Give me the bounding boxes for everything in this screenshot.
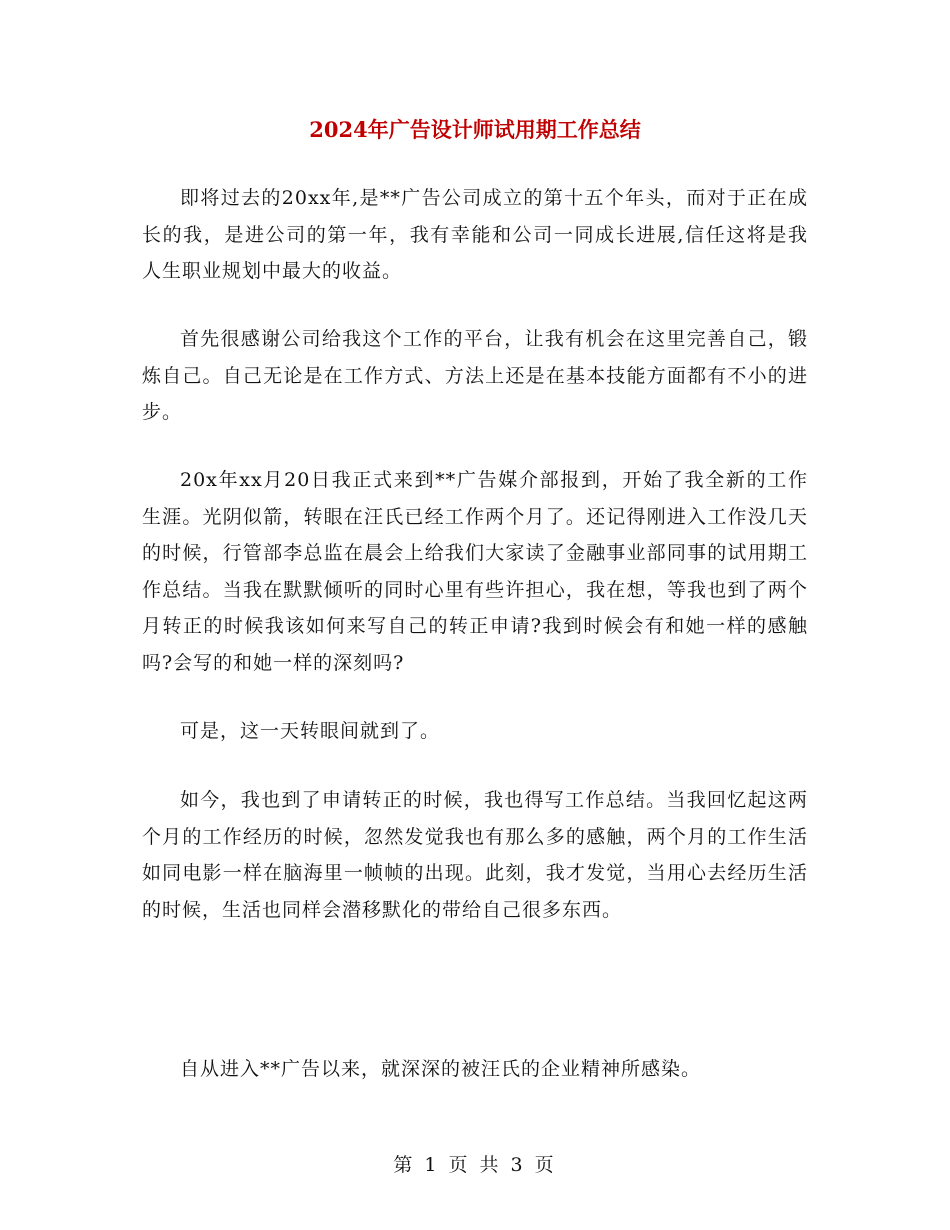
paragraph-3: 20x年xx月20日我正式来到**广告媒介部报到，开始了我全新的工作生涯。光阴似箭，转眼在汪氏已经工作两个月了。还记得刚进入工作没几天的时候，行管部李总监在晨会上给我们大家读了金融事业部同事的试用期工作总结。当我在默默倾听的同时心里有些许担心，我在想，等我也到了两个月转正的时候我该如何来写自己的转正申请?我到时候会有和她一样的感触吗?会写的和她一样的深刻吗? <box>142 469 808 674</box>
page-number-footer: 第 1 页 共 3 页 <box>393 1154 557 1176</box>
paragraph-4: 可是，这一天转眼间就到了。 <box>180 720 441 742</box>
paragraph-1: 即将过去的20xx年,是**广告公司成立的第十五个年头，而对于正在成长的我，是进公司的第一年，我有幸能和公司一同成长进展,信任这将是我人生职业规划中最大的收益。 <box>142 187 808 282</box>
paragraph-6: 自从进入**广告以来，就深深的被汪氏的企业精神所感染。 <box>180 1058 702 1080</box>
document-title: 2024年广告设计师试用期工作总结 <box>309 117 641 142</box>
paragraph-2: 首先很感谢公司给我这个工作的平台，让我有机会在这里完善自己，锻炼自己。自己无论是在工作方式、方法上还是在基本技能方面都有不小的进步。 <box>142 328 808 423</box>
paragraph-5: 如今，我也到了申请转正的时候，我也得写工作总结。当我回忆起这两个月的工作经历的时候，忽然发觉我也有那么多的感触，两个月的工作生活如同电影一样在脑海里一帧帧的出现。此刻，我才发觉，当用心去经历生活的时候，生活也同样会潜移默化的带给自己很多东西。 <box>142 789 808 921</box>
